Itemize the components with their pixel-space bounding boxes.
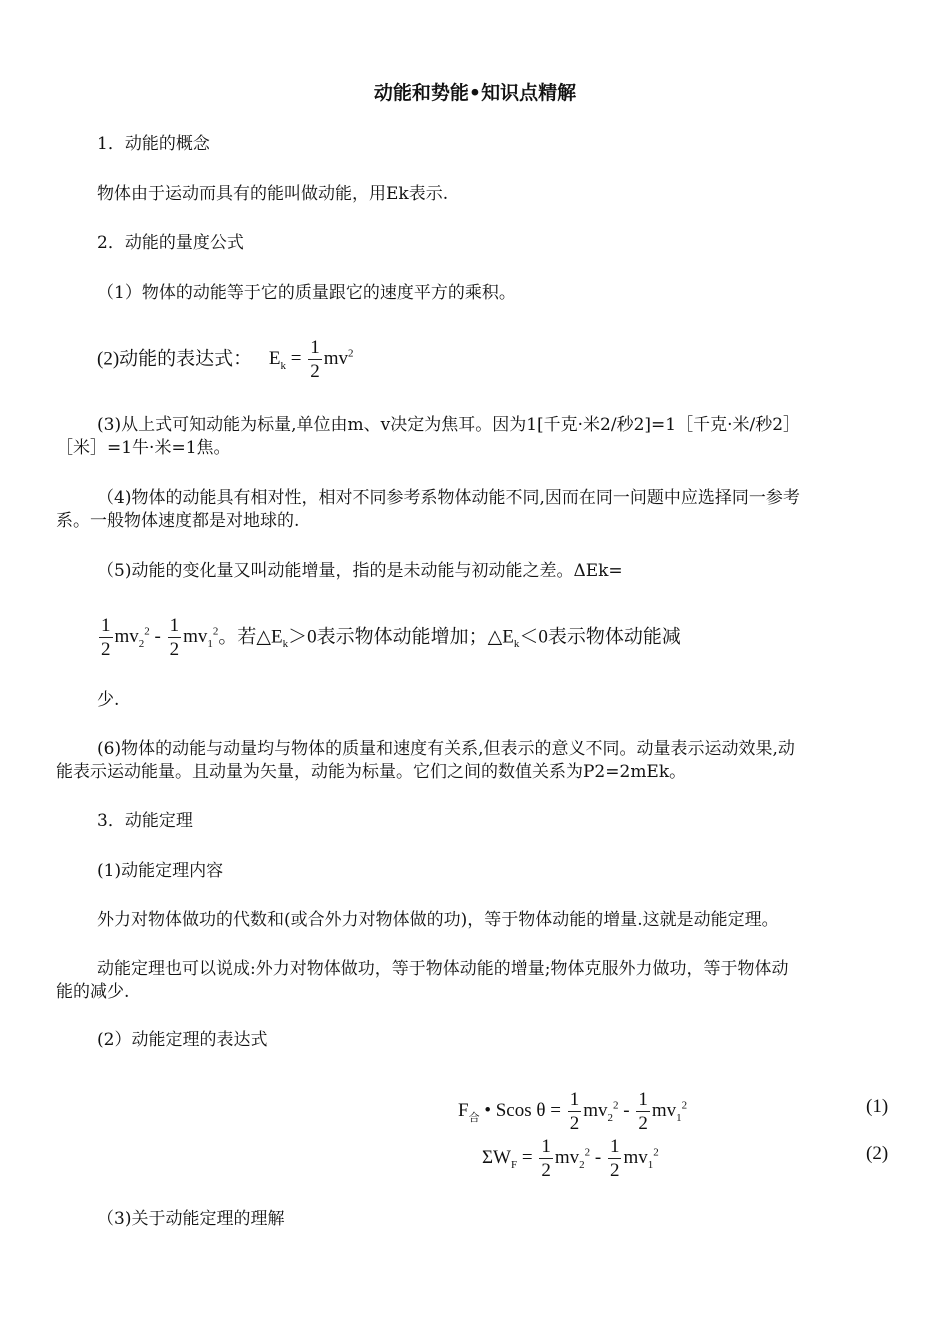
section-1-text: 物体由于运动而具有的能叫做动能，用Ek表示. (97, 184, 449, 204)
section-3-paragraph-2-line-2: 能的减少. (56, 982, 130, 1002)
equation-1-number: (1) (866, 1096, 889, 1117)
section-2-paragraph-1: （1）物体的动能等于它的质量跟它的速度平方的乘积。 (97, 283, 516, 303)
page-title: 动能和势能•知识点精解 (373, 82, 577, 104)
section-2-paragraph-4-line-2: 系。一般物体速度都是对地球的. (56, 511, 300, 531)
section-2-paragraph-5: （5)动能的变化量又叫动能增量，指的是未动能与初动能之差。ΔEk= (97, 561, 623, 581)
section-3-paragraph-2-line-1: 动能定理也可以说成:外力对物体做功，等于物体动能的增量;物体克服外力做功，等于物体动 (97, 959, 789, 979)
section-2-paragraph-6-line-2: 能表示运动能量。且动量为矢量，动能为标量。它们之间的数值关系为P2=2mEk。 (56, 762, 687, 782)
equation-2-number: (2) (866, 1143, 889, 1164)
section-3-paragraph-1: (1)动能定理内容 (97, 861, 224, 881)
kinetic-energy-formula: (2)动能的表达式： $E_k$ = $\frac{1}{2}$ $mv^2$ (97, 337, 354, 383)
section-3-paragraph-4: （3)关于动能定理的理解 (97, 1209, 285, 1229)
section-2-paragraph-3-line-1: (3)从上式可知动能为标量,单位由m、v决定为焦耳。因为1[千克·米2/秒2]=1［千克·米/秒2］ (97, 415, 801, 435)
section-1-heading: 1．动能的概念 (97, 134, 210, 154)
section-2-heading: 2．动能的量度公式 (97, 233, 244, 253)
section-2-paragraph-6-line-1: (6)物体的动能与动量均与物体的质量和速度有关系,但表示的意义不同。动量表示运动效果,动 (97, 739, 795, 759)
kinetic-energy-change-formula: $\frac{1}{2}$ $mv_2^2$ - $\frac{1}{2}$ $mv_1^2$。若$\triangle E_k>0$表示物体动能增加；$\triangle E_k<0$表示物体动能减 (101, 615, 681, 661)
section-2-paragraph-5-end: 少. (97, 690, 120, 710)
theorem-equation-1: $F_合$ • Scos θ = $\frac{1}{2}$ $mv_2^2$ - $\frac{1}{2}$ $mv_1^2$ (458, 1089, 688, 1135)
section-2-paragraph-3-line-2: ［米］=1牛·米=1焦。 (56, 438, 231, 458)
section-3-paragraph-1-text: 外力对物体做功的代数和(或合外力对物体做的功)，等于物体动能的增量.这就是动能定理。 (97, 910, 779, 930)
theorem-equation-2: $\Sigma W_F$ = $\frac{1}{2}$ $mv_2^2$ - $\frac{1}{2}$ $mv_1^2$ (482, 1136, 659, 1182)
section-3-heading: 3．动能定理 (97, 811, 193, 831)
section-2-paragraph-4-line-1: （4)物体的动能具有相对性，相对不同参考系物体动能不同,因而在同一问题中应选择同一参考 (97, 488, 800, 508)
fraction-one-half: $\frac{1}{2}$ (310, 337, 320, 383)
formula-label: (2)动能的表达式： (97, 348, 253, 370)
section-3-paragraph-3: (2）动能定理的表达式 (97, 1030, 268, 1050)
